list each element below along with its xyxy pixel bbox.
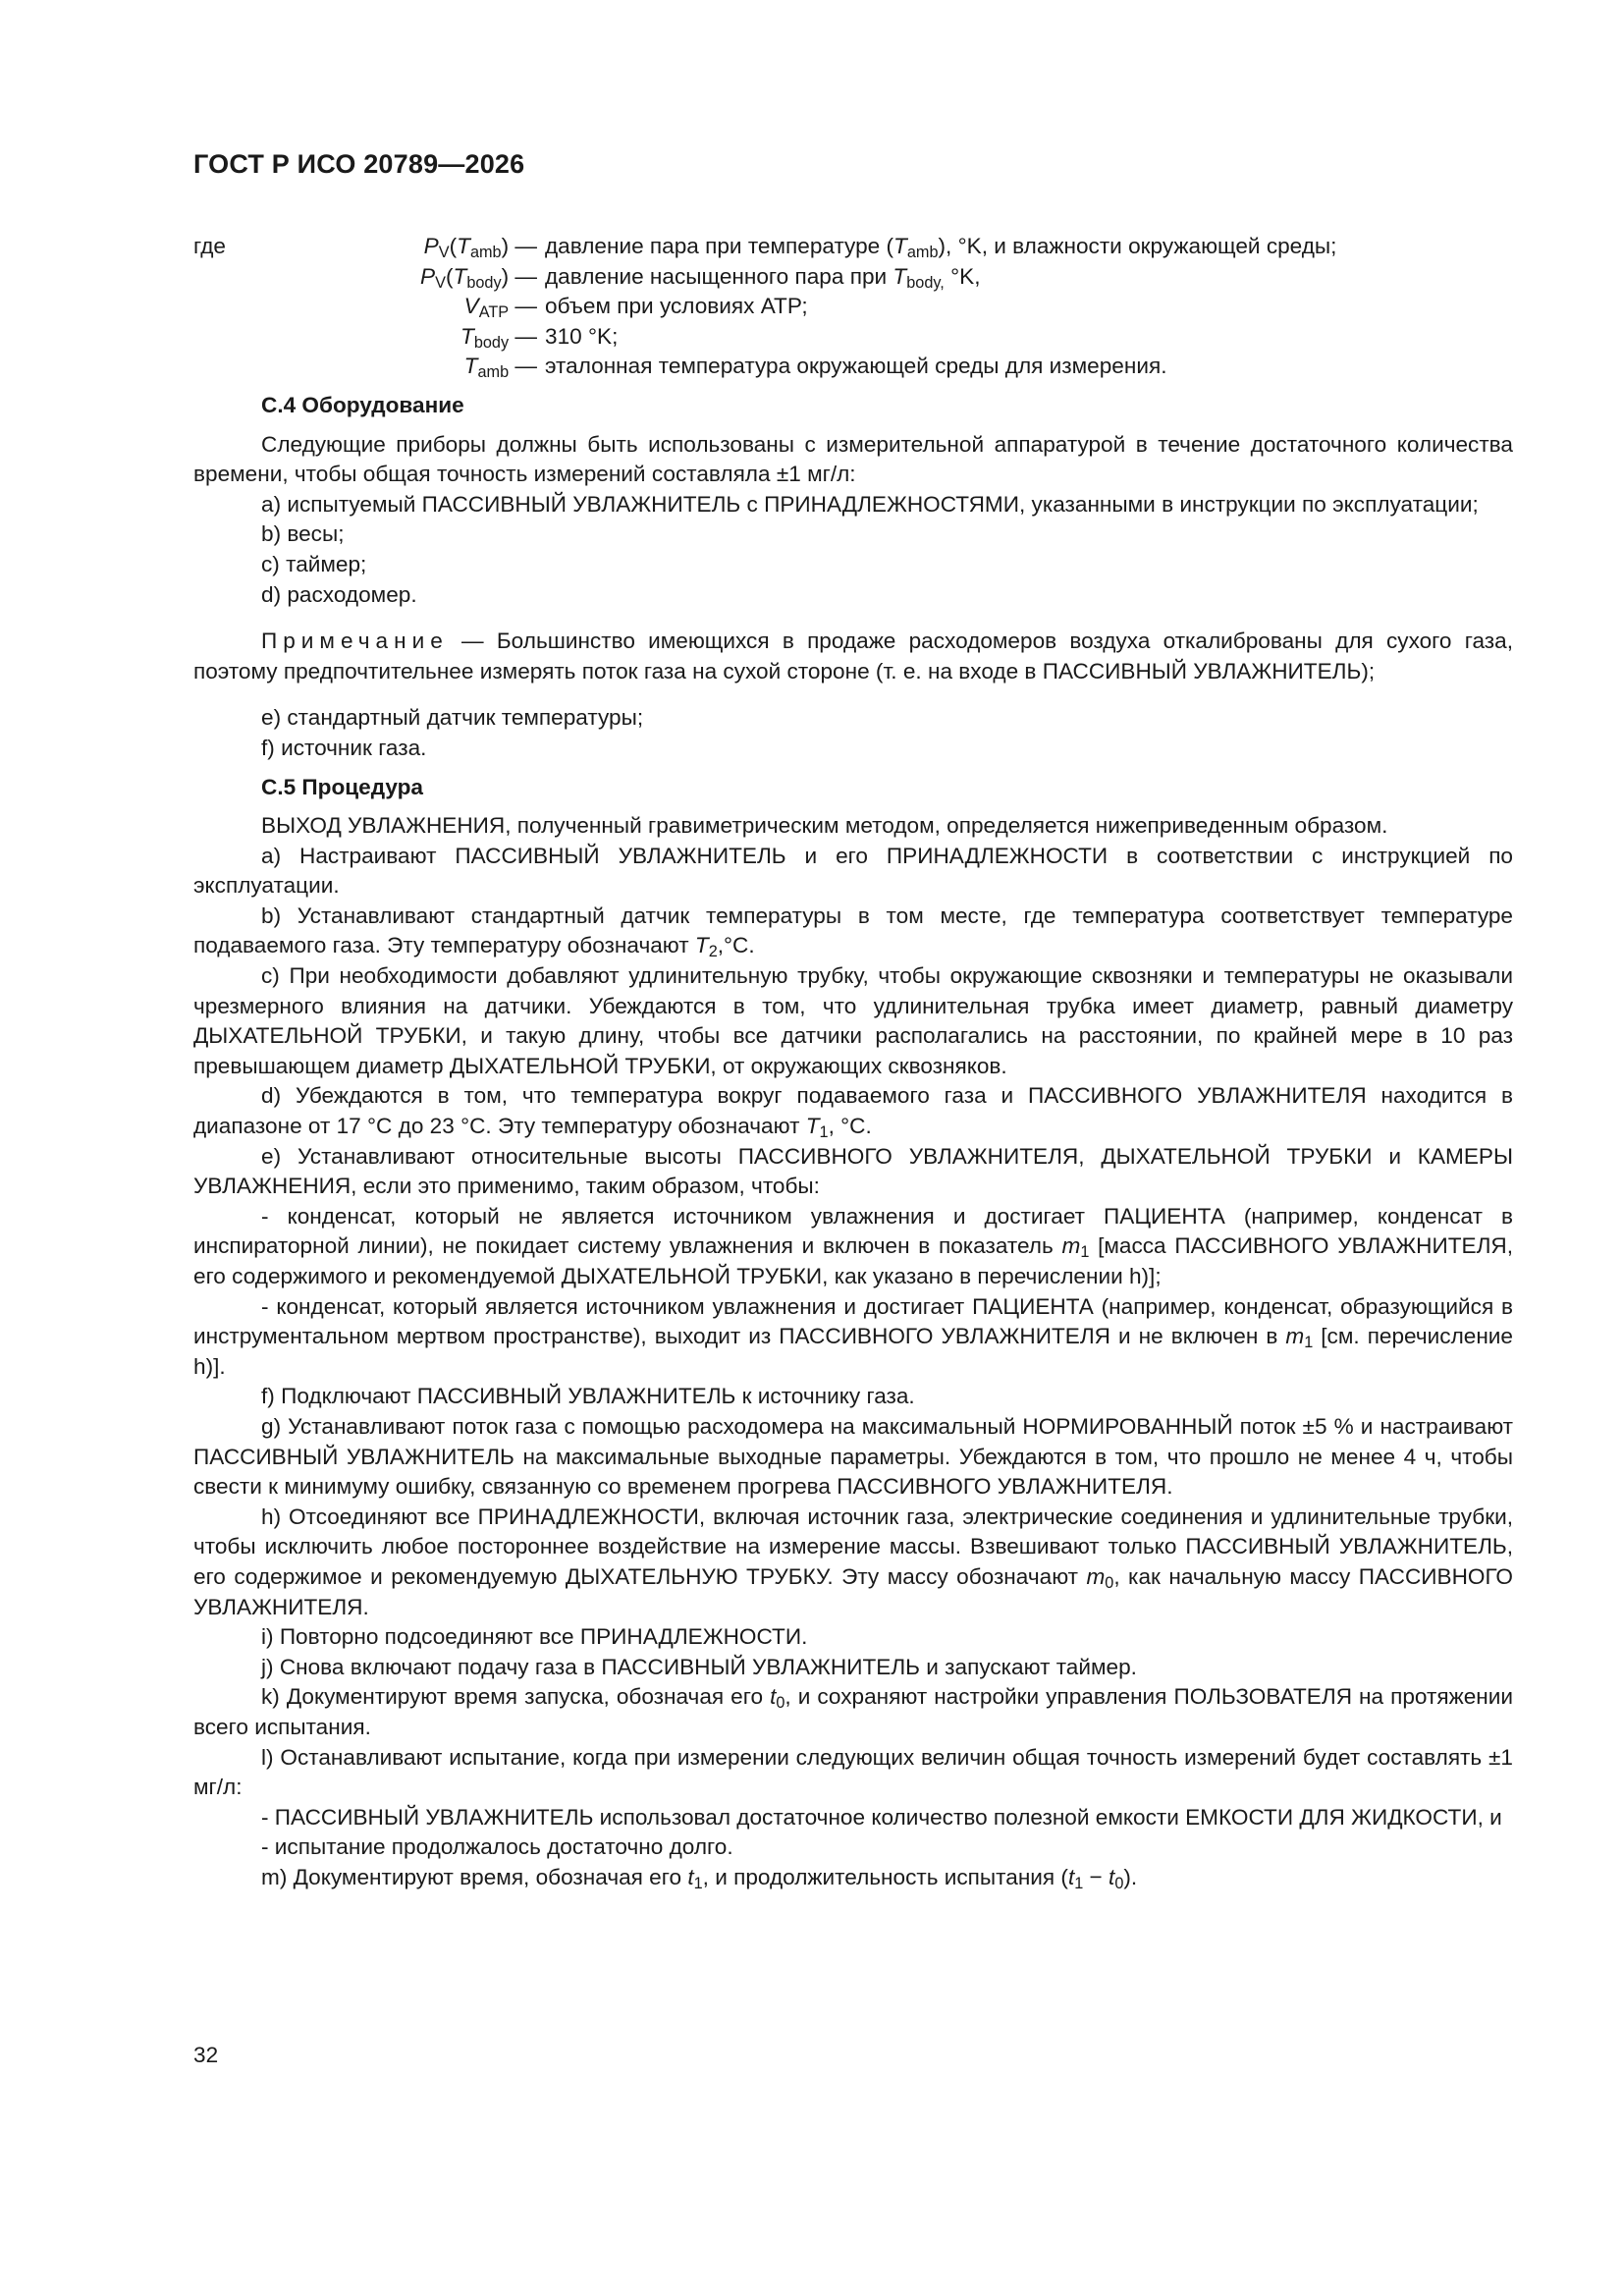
where-term: $V_{ATP}$ — [463, 294, 537, 322]
page-header: ГОСТ Р ИСО 20789—2026 [193, 149, 525, 179]
note-label: Примечание [261, 629, 449, 654]
where-term: $T_{amb}$ — [463, 354, 537, 382]
c4-item-f: f) источник газа. [261, 735, 427, 760]
c5-step-l: l) Останавливают испытание, когда при измерении следующих величин общая точность измерений будет составлять ±1 мг/л: [193, 1744, 1513, 1800]
c4-item-d: d) расходомер. [261, 581, 417, 607]
where-definition: объем при условиях АТР; [545, 294, 808, 319]
c5-step-m: m) Документируют время, обозначая его $t_1$, и продолжительность испытания $(t_1 - t_0)$. [261, 1864, 1138, 1892]
page-content [193, 232, 1513, 1892]
c5-step-k: k) Документируют время запуска, обозначая его $t_0$, и сохраняют настройки управления ПОЛЬЗОВАТЕЛЯ на протяжении всего испытания. [193, 1684, 1513, 1739]
where-term: $T_{body}$ — [460, 323, 537, 352]
c5-step-e-1: - конденсат, который не является источником увлажнения и достигает ПАЦИЕНТА (например, конденсат в инспираторной линии), не покидает систему увлажнения и включен в показатель $m_1$ [масса ПАССИВНОГО УВЛАЖНИТЕЛЯ, его содержимого и рекомендуемой ДЫХАТЕЛЬНОЙ ТРУБКИ, как указано в перечислении h)]; [193, 1203, 1513, 1288]
c5-step-b: b) Устанавливают стандартный датчик температуры в том месте, где температура соответствует температуре подаваемого газа. Эту температуру обозначают $T_2,^\circ С$. [193, 902, 1513, 961]
c4-note: Примечание — Большинство имеющихся в продаже расходомеров воздуха откалиброваны для сухого газа, поэтому предпочтительнее измерять поток газа на сухой стороне (т. е. на входе в ПАССИВНЫЙ УВЛАЖНИТЕЛЬ); [193, 629, 1513, 683]
c5-step-e-2: - конденсат, который является источником увлажнения и достигает ПАЦИЕНТА (например, конденсат, образующийся в инструментальном мертвом пространстве), выходит из ПАССИВНОГО УВЛАЖНИТЕЛЯ и не включен в $m_1$ [см. перечисление h)]. [193, 1293, 1513, 1379]
c4-item-a: a) испытуемый ПАССИВНЫЙ УВЛАЖНИТЕЛЬ с ПРИНАДЛЕЖНОСТЯМИ, указанными в инструкции по эксплуатации; [261, 491, 1479, 517]
c5-step-c: c) При необходимости добавляют удлинительную трубку, чтобы окружающие сквозняки и температуры не оказывали чрезмерного влияния на датчики. Убеждаются в том, что удлинительная трубка имеет диаметр, равный диаметру ДЫХАТЕЛЬНОЙ ТРУБКИ, и такую длину, чтобы все датчики располагались на расстоянии, по крайней мере в 10 раз превышающем диаметр ДЫХАТЕЛЬНОЙ ТРУБКИ, от окружающих сквозняков. [193, 963, 1513, 1078]
c5-step-l-2: - испытание продолжалось достаточно долго. [261, 1834, 733, 1860]
c5-step-h: h) Отсоединяют все ПРИНАДЛЕЖНОСТИ, включая источник газа, электрические соединения и удлинительные трубки, чтобы исключить любое постороннее воздействие на измерение массы. Взвешивают только ПАССИВНЫЙ УВЛАЖНИТЕЛЬ, его содержимое и рекомендуемую ДЫХАТЕЛЬНУЮ ТРУБКУ. Эту массу обозначают $m_0$, как начальную массу ПАССИВНОГО УВЛАЖНИТЕЛЯ. [193, 1503, 1513, 1619]
c5-step-g: g) Устанавливают поток газа с помощью расходомера на максимальный НОРМИРОВАННЫЙ поток ±5 % и настраивают ПАССИВНЫЙ УВЛАЖНИТЕЛЬ на максимальные выходные параметры. Убеждаются в том, что прошло не менее 4 ч, чтобы свести к минимуму ошибку, связанную со временем прогрева ПАССИВНОГО УВЛАЖНИТЕЛЯ. [193, 1413, 1513, 1500]
c5-step-l-1: - ПАССИВНЫЙ УВЛАЖНИТЕЛЬ использовал достаточное количество полезной емкости ЕМКОСТИ ДЛЯ ЖИДКОСТИ, и [261, 1804, 1502, 1830]
c5-step-i: i) Повторно подсоединяют все ПРИНАДЛЕЖНОСТИ. [261, 1624, 808, 1650]
c5-step-d: d) Убеждаются в том, что температура вокруг подаваемого газа и ПАССИВНОГО УВЛАЖНИТЕЛЯ находится в диапазоне от 17 °С до 23 °С. Эту температуру обозначают $T_1$, °С. [193, 1083, 1513, 1142]
page-number: 32 [193, 2043, 219, 2067]
c4-item-c: c) таймер; [261, 551, 367, 576]
where-definition: эталонная температура окружающей среды для измерения. [545, 354, 1167, 379]
section-heading-c4: C.4 Оборудование [261, 392, 464, 417]
where-list [193, 232, 1513, 382]
c4-item-b: b) весы; [261, 521, 345, 547]
where-definition: 310 °K; [545, 323, 619, 349]
c5-step-e: e) Устанавливают относительные высоты ПАССИВНОГО УВЛАЖНИТЕЛЯ, ДЫХАТЕЛЬНОЙ ТРУБКИ и КАМЕРЫ УВЛАЖНЕНИЯ, если это применимо, таким образом, чтобы: [193, 1143, 1513, 1199]
c5-intro: ВЫХОД УВЛАЖНЕНИЯ, полученный гравиметрическим методом, определяется нижеприведенным образом. [261, 813, 1388, 839]
c4-item-e: e) стандартный датчик температуры; [261, 705, 644, 731]
where-term: $P_V(T_{body})$ — [420, 263, 537, 292]
where-definition: давление насыщенного пара при $T_{body,}$ °K, [545, 263, 981, 292]
c5-step-a: a) Настраивают ПАССИВНЫЙ УВЛАЖНИТЕЛЬ и его ПРИНАДЛЕЖНОСТИ в соответствии с инструкцией по эксплуатации. [193, 843, 1513, 899]
section-heading-c5: C.5 Процедура [261, 774, 423, 799]
where-term: где $P_V(T_{amb})$ — [193, 234, 537, 262]
c5-step-f: f) Подключают ПАССИВНЫЙ УВЛАЖНИТЕЛЬ к источнику газа. [261, 1384, 915, 1409]
c5-step-j: j) Снова включают подачу газа в ПАССИВНЫЙ УВЛАЖНИТЕЛЬ и запускают таймер. [261, 1654, 1137, 1679]
c4-intro: Следующие приборы должны быть использованы с измерительной аппаратурой в течение достаточного количества времени, чтобы общая точность измерений составляла ±1 мг/л: [193, 431, 1513, 487]
where-definition: давление пара при температуре $(T_{amb})$, °K, и влажности окружающей среды; [545, 234, 1337, 262]
